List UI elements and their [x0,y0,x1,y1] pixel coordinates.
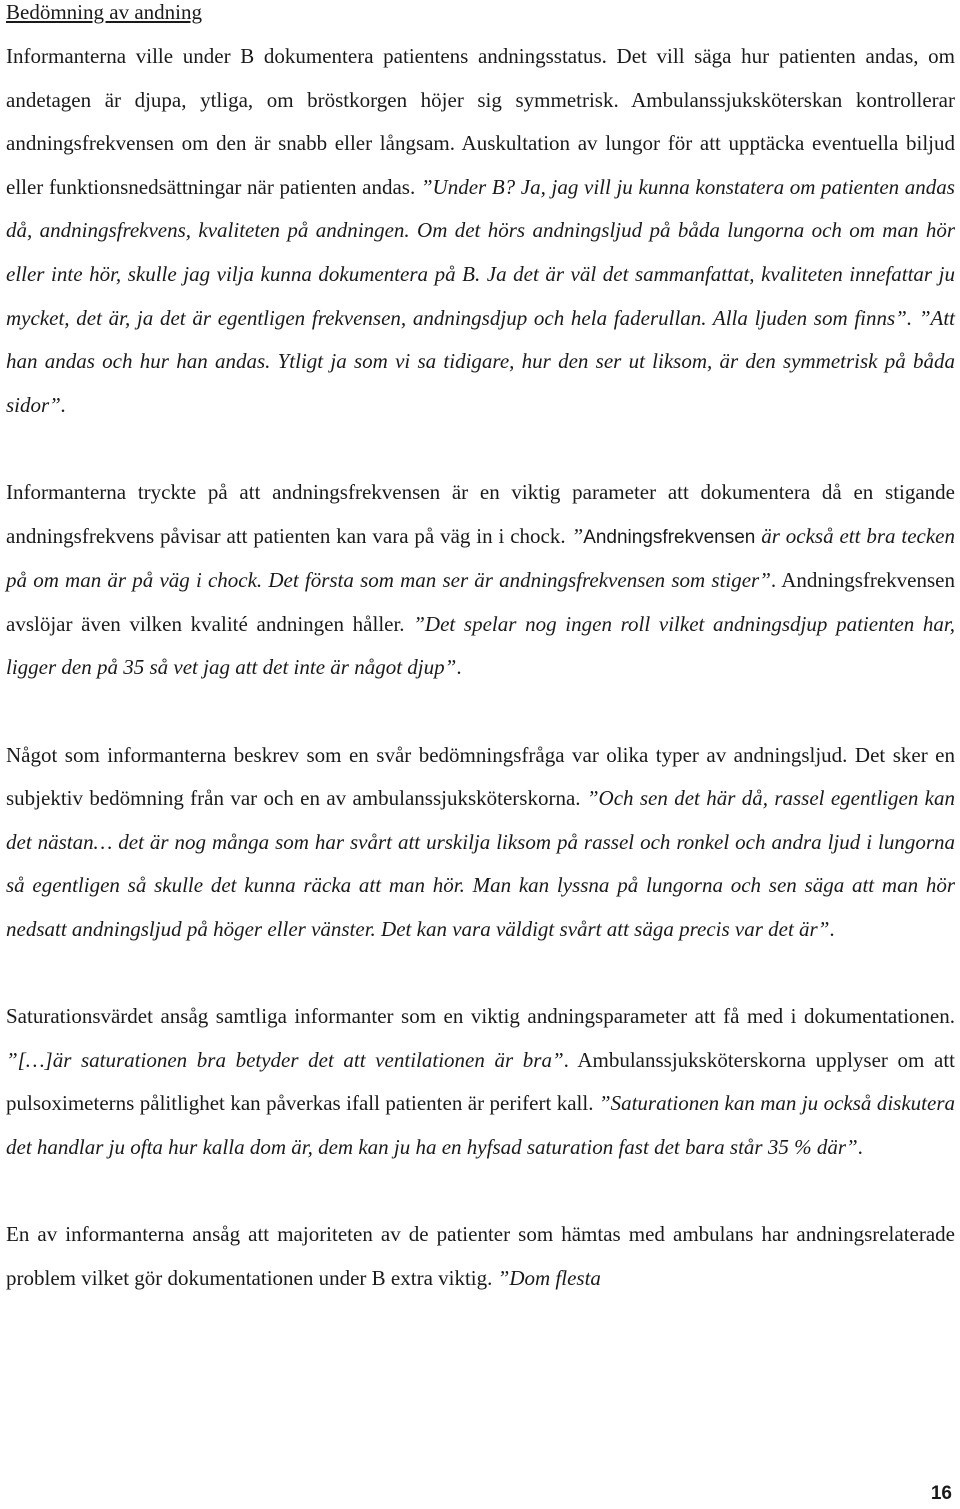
text-segment: . Andningsfrekvensen avslöjar även vilken kvalité andningen håller. [6,568,955,636]
quote-segment-sans: Andningsfrekvensen [583,526,756,548]
text-segment: . [829,916,835,941]
quote-mark: ” [571,523,584,548]
quote-segment: ”Det spelar nog ingen roll vilket andningsdjup patienten har, ligger den på 35 så vet jag att det inte är något djup” [6,611,956,680]
page-number: 16 [930,1483,952,1504]
text-segment: . [857,1134,863,1159]
paragraph-breath-sounds [6,734,955,952]
text-segment: Informanterna ville under B dokumentera patientens andningsstatus. Det vill säga hur patienten andas, om andetagen är djupa, ytliga, om bröstkorgen höjer sig symmetrisk. Ambulanssjuksköterskan kontrollerar andningsfrekvensen om den är snabb eller långsam. Auskultation av lungor för att upptäcka eventuella biljud eller funktionsnedsättningar när patienten andas. [6,44,955,199]
section-heading: Bedömning av andning [6,0,202,24]
text-segment: En av informanterna ansåg att majoriteten av de patienter som hämtas med ambulans har andningsrelaterade problem vilket gör dokumentationen under B extra viktig. [6,1222,955,1290]
text-segment: . [456,655,462,680]
quote-segment: är också ett bra tecken på om man är på väg i chock. Det första som man ser är andningsfrekvensen som stiger” [6,523,955,593]
paragraph-majority [6,1213,955,1300]
text-segment: . Ambulanssjuksköterskorna upplyser om att pulsoximeterns pålitlighet kan påverkas ifall patienten är perifert kall. [6,1047,955,1116]
quote-segment: ”Dom flesta [497,1265,601,1290]
quote-segment: ”Saturationen kan man ju också diskutera det handlar ju ofta hur kalla dom är, dem kan ju ha en hyfsad saturation fast det bara står 35 % där” [6,1091,955,1159]
text-segment: Något som informanterna beskrev som en svår bedömningsfråga var olika typer av andningsljud. Det sker en subjektiv bedömning från var och en av ambulanssjuksköterskorna. [6,742,955,811]
document-page [6,0,955,1300]
paragraph-saturation [6,995,955,1169]
text-segment: Informanterna tryckte på att andningsfrekvensen är en viktig parameter att dokumentera då en stigande andningsfrekvens påvisar att patienten kan vara på väg in i chock. [6,479,955,548]
text-segment: Saturationsvärdet ansåg samtliga informanter som en viktig andningsparameter att få med i dokumentationen. [6,1004,955,1029]
quote-segment: ”[…]är saturationen bra betyder det att ventilationen är bra” [6,1047,564,1072]
paragraph-respiratory-rate [6,471,955,690]
quote-segment: ”Under B? Ja, jag vill ju kunna konstatera om patienten andas då, andningsfrekvens, kvaliteten på andningen. Om det hörs andningsljud på båda lungorna och om man hör eller inte hör, skulle jag vilja kunna dokumentera på B. Ja det är väl det sammanfattat, kvaliteten innefattar ju mycket, det är, ja det är egentligen frekvensen, andningsdjup och hela faderullan. Alla ljuden som finns”. ”Att han andas och hur han andas. Ytligt ja som vi sa tidigare, hur den ser ut liksom, är den symmetrisk på båda sidor”. [6,174,955,417]
quote-segment: ”Och sen det här då, rassel egentligen kan det nästan… det är nog många som har svårt att urskilja liksom på rassel och ronkel och andra ljud i lungorna så egentligen så skulle det kunna räcka att man hör. Man kan lyssna på lungorna och sen säga att man hör nedsatt andningsljud på höger eller vänster. Det kan vara väldigt svårt att säga precis var det är” [6,786,955,941]
paragraph-breathing-status [6,35,955,427]
